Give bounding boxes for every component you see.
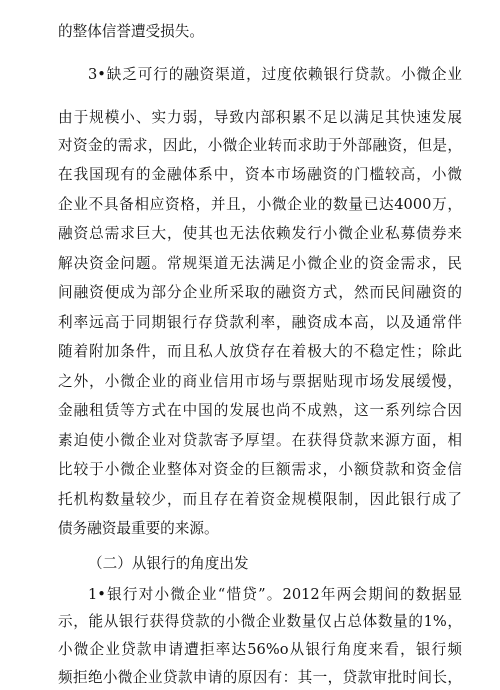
text-line: 素迫使小微企业对贷款寄予厚望。在获得贷款来源方面，相 (58, 432, 462, 449)
section-heading: （二）从银行的角度出发 (88, 555, 249, 572)
text-line: 托机构数量较少，而且存在着资金规模限制，因此银行成了 (58, 491, 462, 508)
text-line: 1•银行对小微企业“惜贷”。2012年两会期间的数据显 (88, 586, 462, 603)
text-line: 债务融资最重要的来源。 (58, 520, 219, 537)
text-line: 对资金的需求，因此，小微企业转而求助于外部融资，但是， (58, 137, 462, 154)
text-line: 频拒绝小微企业贷款申请的原因有：其一，贷款审批时间长， (58, 669, 462, 686)
text-line: 间融资便成为部分企业所采取的融资方式，然而民间融资的 (58, 284, 462, 301)
text-line: 在我国现有的金融体系中，资本市场融资的门槛较高，小微 (58, 166, 462, 183)
text-line: 随着附加条件，而且私人放贷存在着极大的不稳定性；除此 (58, 343, 462, 360)
text-line: 示，能从银行获得贷款的小微企业数量仅占总体数量的1%， (58, 613, 462, 630)
text-line: 利率远高于同期银行存贷款利率，融资成本高，以及通常伴 (58, 314, 462, 331)
text-line: 金融租赁等方式在中国的发展也尚不成熟，这一系列综合因 (58, 402, 462, 419)
text-line: 之外，小微企业的商业信用市场与票据贴现市场发展缓慢， (58, 373, 462, 390)
text-line: 融资总需求巨大，使其也无法依赖发行小微企业私募债券来 (58, 225, 462, 242)
text-line: 3•缺乏可行的融资渠道，过度依赖银行贷款。小微企业 (88, 66, 462, 83)
text-line: 的整体信誉遭受损失。 (58, 23, 204, 40)
text-line: 由于规模小、实力弱，导致内部积累不足以满足其快速发展 (58, 109, 462, 126)
text-line: 比较于小微企业整体对资金的巨额需求，小额贷款和资金信 (58, 461, 462, 478)
text-line: 解决资金问题。常规渠道无法满足小微企业的资金需求，民 (58, 255, 462, 272)
text-line: 企业不具备相应资格，并且，小微企业的数量已达4000万， (58, 196, 462, 213)
text-line: 小微企业贷款申请遭拒率达56%o从银行角度来看，银行频 (58, 641, 462, 658)
